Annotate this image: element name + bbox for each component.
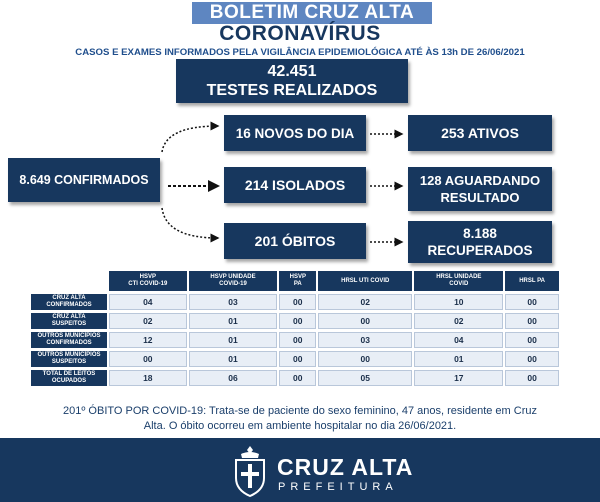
- column-header: HRSL UNIDADE COVID: [414, 271, 503, 291]
- table-cell: 01: [189, 351, 278, 367]
- deaths-box: 201 ÓBITOS: [224, 223, 366, 259]
- column-header: HRSL PA: [505, 271, 559, 291]
- row-header: TOTAL DE LEITOS OCUPADOS: [31, 370, 107, 386]
- recovered-box: [408, 221, 552, 263]
- arrow-to-deaths: [162, 208, 218, 238]
- table-row: [31, 332, 559, 348]
- table-cell: 01: [189, 332, 278, 348]
- awaiting-box: [408, 167, 552, 211]
- bulletin-banner: BOLETIM CRUZ ALTA: [192, 2, 432, 24]
- table-cell: 00: [279, 294, 316, 310]
- row-header: OUTROS MUNICÍPIOS SUSPEITOS: [31, 351, 107, 367]
- table-row: [31, 370, 559, 386]
- table-cell: 00: [505, 294, 559, 310]
- death-footnote: [0, 404, 600, 434]
- table-cell: 05: [318, 370, 412, 386]
- table-cell: 01: [189, 313, 278, 329]
- isolated-box: 214 ISOLADOS: [224, 167, 366, 203]
- row-header: OUTROS MUNICÍPIOS CONFIRMADOS: [31, 332, 107, 348]
- table-cell: 03: [318, 332, 412, 348]
- table-cell: 00: [318, 351, 412, 367]
- table-cell: 01: [414, 351, 503, 367]
- column-header: HRSL UTI COVID: [318, 271, 412, 291]
- table-cell: 00: [505, 313, 559, 329]
- table-cell: 10: [414, 294, 503, 310]
- recovered-label: RECUPERADOS: [427, 243, 533, 258]
- confirmed-box: 8.649 CONFIRMADOS: [8, 158, 160, 202]
- table-cell: 03: [189, 294, 278, 310]
- table-corner: [31, 271, 107, 291]
- table-cell: 04: [414, 332, 503, 348]
- table-cell: 00: [505, 370, 559, 386]
- footnote-line2: Alta. O óbito ocorreu em ambiente hospitalar no dia 26/06/2021.: [143, 420, 457, 432]
- column-header: HSVP CTI COVID-19: [109, 271, 187, 291]
- table-cell: 17: [414, 370, 503, 386]
- table-row: [31, 313, 559, 329]
- table-cell: 00: [318, 313, 412, 329]
- table-row: [31, 351, 559, 367]
- awaiting-line1: 128 AGUARDANDO: [419, 173, 541, 188]
- tests-label: TESTES REALIZADOS: [206, 82, 378, 99]
- table-cell: 00: [279, 370, 316, 386]
- page-title: CORONAVÍRUS: [219, 22, 381, 45]
- table-cell: 02: [109, 313, 187, 329]
- table-cell: 00: [505, 351, 559, 367]
- column-header: HSVP UNIDADE COVID-19: [189, 271, 278, 291]
- table-cell: 06: [189, 370, 278, 386]
- row-header: CRUZ ALTA CONFIRMADOS: [31, 294, 107, 310]
- table-cell: 04: [109, 294, 187, 310]
- column-header: HSVP PA: [279, 271, 316, 291]
- table-row: [31, 294, 559, 310]
- recovered-value: 8.188: [463, 226, 497, 241]
- arrow-to-new-today: [162, 126, 218, 152]
- table-cell: 02: [414, 313, 503, 329]
- table-cell: 00: [109, 351, 187, 367]
- brand-name: CRUZ ALTA: [277, 454, 414, 480]
- page-subtitle: CASOS E EXAMES INFORMADOS PELA VIGILÂNCIA EPIDEMIOLÓGICA ATÉ ÀS 13h DE 26/06/2021: [75, 47, 525, 58]
- table-cell: 00: [279, 332, 316, 348]
- table-header-row: [31, 271, 559, 291]
- tests-box: [176, 59, 408, 103]
- table-cell: 00: [505, 332, 559, 348]
- hospital-beds-table: [29, 268, 561, 389]
- new-today-box: 16 NOVOS DO DIA: [224, 115, 366, 151]
- row-header: CRUZ ALTA SUSPEITOS: [31, 313, 107, 329]
- table-cell: 12: [109, 332, 187, 348]
- table-cell: 00: [279, 351, 316, 367]
- table-cell: 00: [279, 313, 316, 329]
- footnote-line1: 201º ÓBITO POR COVID-19: Trata-se de paciente do sexo feminino, 47 anos, residente em Cruz: [63, 405, 537, 417]
- awaiting-line2: RESULTADO: [440, 190, 520, 205]
- city-crest-icon: [232, 444, 268, 498]
- table-cell: 02: [318, 294, 412, 310]
- table-cell: 18: [109, 370, 187, 386]
- tests-value: 42.451: [267, 63, 317, 80]
- active-box: 253 ATIVOS: [408, 115, 552, 151]
- brand-subtitle: PREFEITURA: [278, 481, 398, 493]
